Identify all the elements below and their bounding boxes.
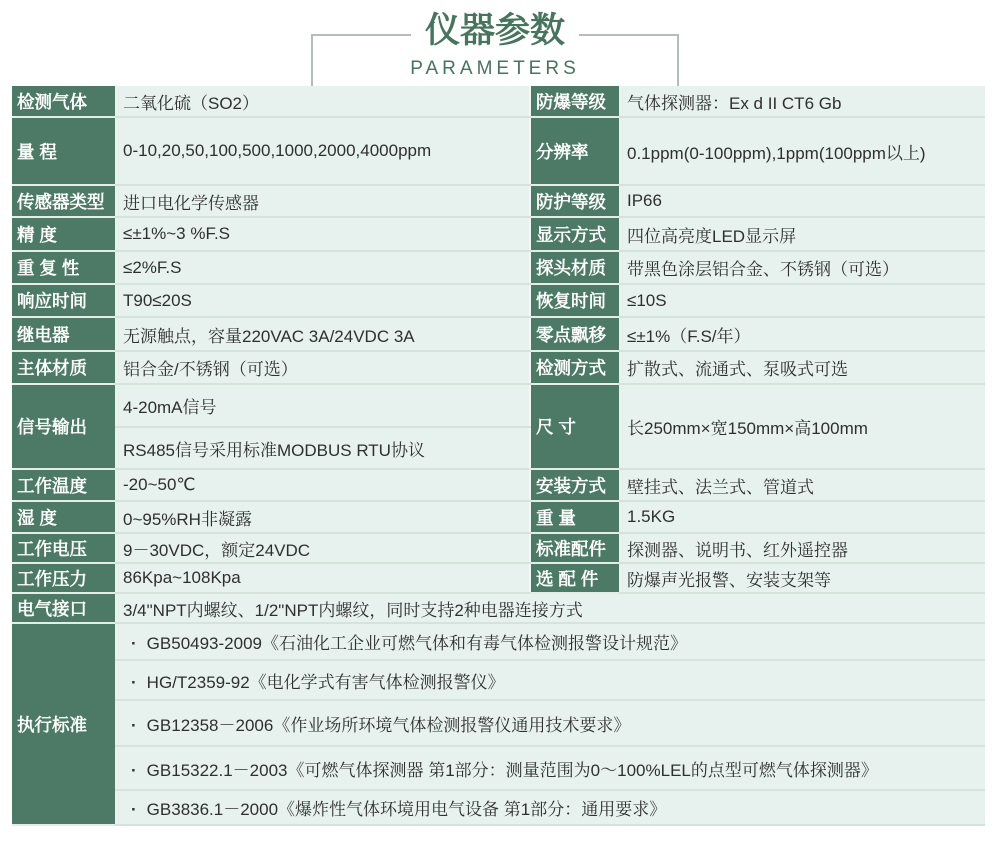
spec-label-gas: 检测气体 (12, 86, 115, 117)
spec-value-detection-mode: 扩散式、流通式、泵吸式可选 (619, 351, 985, 384)
spec-label-weight: 重 量 (530, 501, 619, 533)
spec-value-explosion-proof: 气体探测器：Ex d II CT6 Gb (619, 86, 985, 117)
spec-value-installation: 壁挂式、法兰式、管道式 (619, 469, 985, 501)
table-row (12, 117, 985, 185)
spec-value-repeatability: ≤2%F.S (115, 251, 530, 284)
spec-label-humidity: 湿 度 (12, 501, 115, 533)
table-row (12, 284, 985, 317)
spec-value-display: 四位高亮度LED显示屏 (619, 217, 985, 251)
table-row (12, 185, 985, 217)
spec-value-std-accessories: 探测器、说明书、红外遥控器 (619, 533, 985, 563)
spec-value-protection: IP66 (619, 185, 985, 217)
table-row (12, 533, 985, 563)
spec-value-sensor-type: 进口电化学传感器 (115, 185, 530, 217)
spec-value-electrical-interface: 3/4"NPT内螺纹、1/2"NPT内螺纹，同时支持2种电器连接方式 (115, 593, 985, 623)
spec-value-probe-material: 带黑色涂层铝合金、不锈钢（可选） (619, 251, 985, 284)
spec-value-dimensions: 长250mm×宽150mm×高100mm (619, 384, 985, 469)
spec-label-body-material: 主体材质 (12, 351, 115, 384)
spec-label-repeatability: 重 复 性 (12, 251, 115, 284)
spec-value-working-temp: -20~50℃ (115, 469, 530, 501)
spec-value-response-time: T90≤20S (115, 284, 530, 317)
spec-label-probe-material: 探头材质 (530, 251, 619, 284)
standard-item (115, 746, 985, 790)
spec-value-gas: 二氧化硫（SO2） (115, 86, 530, 117)
spec-label-response-time: 响应时间 (12, 284, 115, 317)
spec-value-optional-accessories: 防爆声光报警、安装支架等 (619, 563, 985, 593)
table-row (12, 251, 985, 284)
standard-text: GB50493-2009《石油化工企业可燃气体和有毒气体检测报警设计规范》 (146, 634, 687, 653)
standard-item (115, 700, 985, 746)
table-row (12, 217, 985, 251)
spec-label-working-pressure: 工作压力 (12, 563, 115, 593)
table-row (12, 501, 985, 533)
spec-label-dimensions: 尺 寸 (530, 384, 619, 469)
spec-value-recovery-time: ≤10S (619, 284, 985, 317)
table-row (12, 469, 985, 501)
table-row (12, 384, 985, 427)
spec-label-recovery-time: 恢复时间 (530, 284, 619, 317)
spec-label-resolution: 分辨率 (530, 117, 619, 185)
spec-value-signal-output-1: 4-20mA信号 (115, 384, 530, 427)
spec-value-resolution: 0.1ppm(0-100ppm),1ppm(100ppm以上) (619, 117, 985, 185)
table-row (12, 660, 985, 700)
bullet-icon: · (131, 672, 137, 692)
standard-item (115, 623, 985, 660)
spec-value-humidity: 0~95%RH非凝露 (115, 501, 530, 533)
spec-table (12, 86, 985, 826)
table-row (12, 351, 985, 384)
bullet-icon: · (131, 760, 137, 780)
page-title: 仪器参数 (411, 9, 579, 53)
spec-label-standards: 执行标准 (12, 623, 115, 825)
spec-value-working-voltage: 9－30VDC，额定24VDC (115, 533, 530, 563)
title-box (311, 11, 679, 86)
table-row (12, 746, 985, 790)
table-row (12, 700, 985, 746)
spec-value-range: 0-10,20,50,100,500,1000,2000,4000ppm (115, 117, 530, 185)
spec-value-relay: 无源触点，容量220VAC 3A/24VDC 3A (115, 317, 530, 351)
spec-label-display: 显示方式 (530, 217, 619, 251)
table-row (12, 317, 985, 351)
spec-label-working-temp: 工作温度 (12, 469, 115, 501)
table-row (12, 790, 985, 825)
bullet-icon: · (131, 800, 137, 819)
spec-value-zero-drift: ≤±1%（F.S/年） (619, 317, 985, 351)
spec-label-signal-output: 信号输出 (12, 384, 115, 469)
spec-label-installation: 安装方式 (530, 469, 619, 501)
table-row (12, 563, 985, 593)
table-row (12, 623, 985, 660)
table-row (12, 593, 985, 623)
spec-label-accuracy: 精 度 (12, 217, 115, 251)
spec-label-sensor-type: 传感器类型 (12, 185, 115, 217)
spec-label-working-voltage: 工作电压 (12, 533, 115, 563)
spec-label-std-accessories: 标准配件 (530, 533, 619, 563)
standard-item (115, 790, 985, 825)
standard-text: GB15322.1－2003《可燃气体探测器 第1部分：测量范围为0～100%LEL的点型可燃气体探测器》 (146, 760, 878, 780)
spec-label-optional-accessories: 选 配 件 (530, 563, 619, 593)
bullet-icon: · (131, 715, 137, 735)
bullet-icon: · (131, 634, 137, 653)
spec-value-accuracy: ≤±1%~3 %F.S (115, 217, 530, 251)
spec-value-signal-output-2: RS485信号采用标准MODBUS RTU协议 (115, 427, 530, 469)
spec-label-zero-drift: 零点飘移 (530, 317, 619, 351)
page-subtitle: PARAMETERS (410, 58, 580, 79)
spec-label-detection-mode: 检测方式 (530, 351, 619, 384)
spec-value-working-pressure: 86Kpa~108Kpa (115, 563, 530, 593)
table-row (12, 86, 985, 117)
spec-label-electrical-interface: 电气接口 (12, 593, 115, 623)
standard-text: HG/T2359-92《电化学式有害气体检测报警仪》 (146, 672, 505, 692)
standard-text: GB3836.1－2000《爆炸性气体环境用电气设备 第1部分：通用要求》 (146, 800, 667, 819)
standard-text: GB12358－2006《作业场所环境气体检测报警仪通用技术要求》 (146, 715, 631, 735)
spec-label-range: 量 程 (12, 117, 115, 185)
spec-value-weight: 1.5KG (619, 501, 985, 533)
spec-label-explosion-proof: 防爆等级 (530, 86, 619, 117)
spec-label-protection: 防护等级 (530, 185, 619, 217)
spec-label-relay: 继电器 (12, 317, 115, 351)
spec-value-body-material: 铝合金/不锈钢（可选） (115, 351, 530, 384)
standard-item (115, 660, 985, 700)
